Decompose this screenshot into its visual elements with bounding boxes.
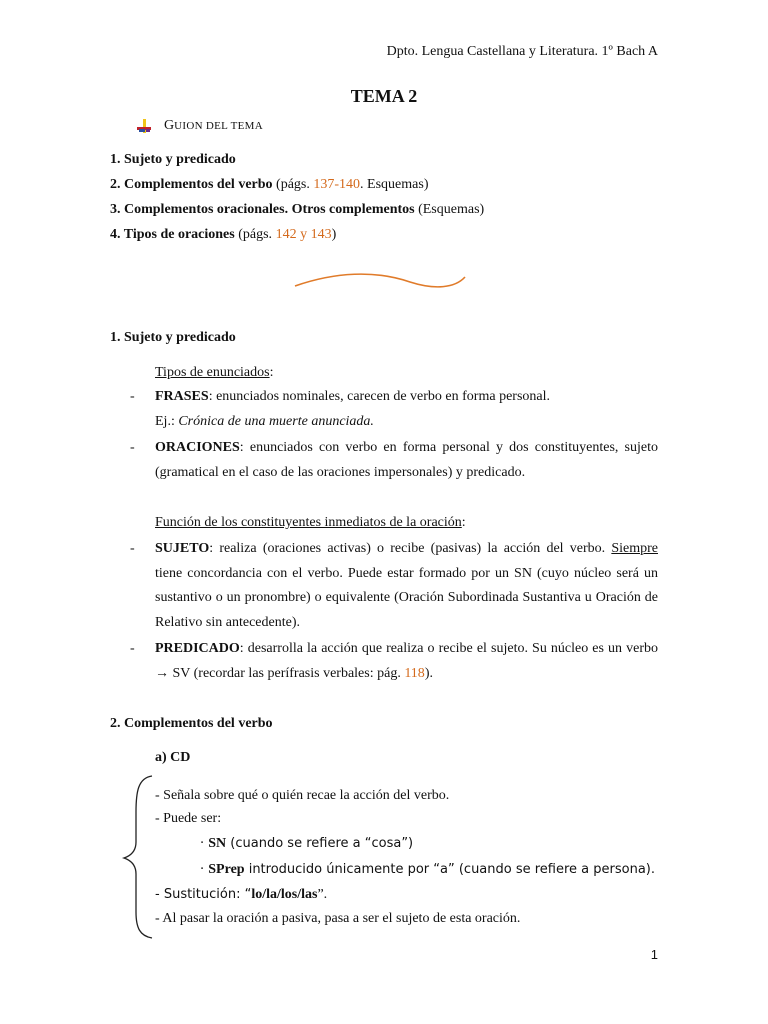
page-title: TEMA 2 [350, 86, 418, 106]
page-header: Dpto. Lengua Castellana y Literatura. 1º Bach A [386, 44, 658, 59]
funcion-label: Función de los constituyentes inmediatos de la oración: [155, 515, 466, 530]
cd-line-4: · SPrep introducido únicamente por “a” (cuando se refiere a persona). [200, 862, 656, 877]
arrow-right-icon: → [155, 665, 169, 681]
cd-line-2: - Puede ser: [155, 811, 222, 826]
wave-divider-icon [290, 268, 470, 303]
oraciones-item: ORACIONES: enunciados con verbo en forma personal y dos constituyentes, sujeto (gramatical en el caso de las oraciones impersonales) y predicado. [155, 440, 658, 480]
colored-cross-bullet-icon [136, 118, 152, 134]
toc-item-1: 1. Sujeto y predicado [110, 152, 236, 167]
toc-item-4: 4. Tipos de oraciones (págs. 142 y 143) [110, 227, 337, 242]
subsection-cd: a) CD [155, 750, 191, 765]
tipos-label: Tipos de enunciados: [155, 365, 274, 380]
guion-heading [136, 118, 263, 134]
guion-first-letter: G [164, 118, 175, 133]
cd-line-1: - Señala sobre qué o quién recae la acción del verbo. [155, 788, 450, 803]
bullet-dash: - [130, 389, 135, 404]
predicado-item: PREDICADO: desarrolla la acción que realiza o recibe el sujeto. Su núcleo es un verbo → SV (recordar las perífrasis verbales: pág. 118). [155, 641, 658, 681]
toc-list [110, 150, 484, 250]
sujeto-item: SUJETO: realiza (oraciones activas) o recibe (pasivas) la acción del verbo. Siempre tiene concordancia con el verbo. Puede estar formado por un SN (cuyo núcleo será un sustantivo o un pronombre) o equivalente (Oración Subordinada Sustantiva u Oración de Relativo sin antecedente). [155, 541, 658, 630]
cd-line-5: - Sustitución: “lo/la/los/las”. [155, 887, 328, 902]
page-link-118[interactable]: 118 [404, 665, 425, 681]
toc-page-link[interactable]: 142 y 143 [275, 227, 332, 242]
page-number: 1 [650, 947, 658, 962]
section-1-heading: 1. Sujeto y predicado [110, 330, 236, 345]
bullet-dash: - [130, 641, 135, 656]
guion-rest: UION DEL TEMA [174, 120, 263, 132]
section-2-heading: 2. Complementos del verbo [110, 716, 273, 731]
curly-brace-icon [120, 772, 156, 947]
toc-item-2: 2. Complementos del verbo (págs. 137-140. Esquemas) [110, 177, 429, 192]
bullet-dash: - [130, 541, 135, 556]
bullet-dash: - [130, 440, 135, 455]
cd-line-3: · SN (cuando se refiere a “cosa”) [200, 836, 414, 851]
toc-page-link[interactable]: 137-140 [313, 177, 361, 192]
cd-line-6: - Al pasar la oración a pasiva, pasa a ser el sujeto de esta oración. [155, 911, 521, 926]
frases-item: FRASES: enunciados nominales, carecen de verbo en forma personal. Ej.: Crónica de una muerte anunciada. [155, 389, 550, 429]
toc-item-3: 3. Complementos oracionales. Otros complementos (Esquemas) [110, 202, 485, 217]
